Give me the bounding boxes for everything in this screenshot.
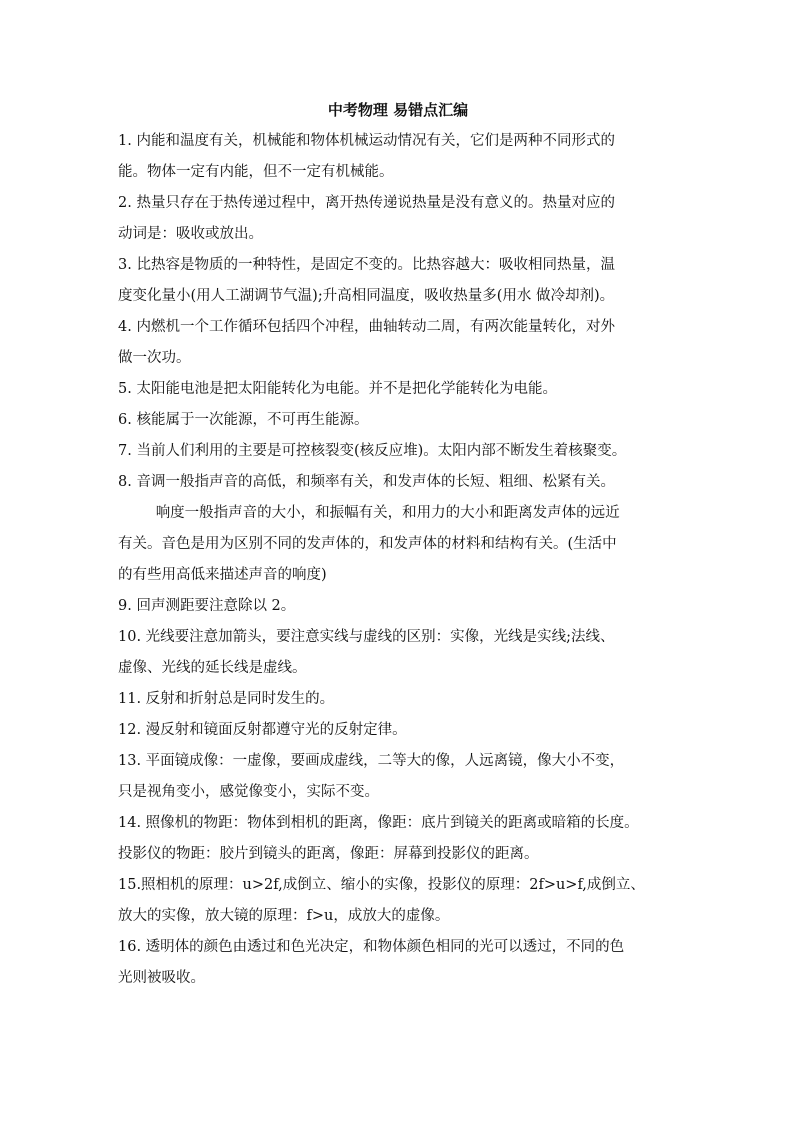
- paragraph: [118, 405, 678, 436]
- paragraph: [118, 622, 678, 684]
- paragraph: [118, 312, 678, 374]
- paragraph-line: 有关。音色是用为区别不同的发声体的，和发声体的材料和结构有关。(生活中: [118, 536, 617, 552]
- paragraph: [118, 870, 678, 932]
- paragraph: [118, 188, 678, 250]
- paragraph-line: 的有些用高低来描述声音的响度): [118, 567, 327, 583]
- paragraph-line: 13. 平面镜成像：一虚像，要画成虚线，二等大的像，人远离镜，像大小不变，: [118, 753, 625, 769]
- paragraph-line: 能。物体一定有内能，但不一定有机械能。: [118, 164, 394, 180]
- document-page: [118, 96, 678, 994]
- paragraph-line: 9. 回声测距要注意除以 2。: [118, 598, 296, 614]
- paragraph-line: 6. 核能属于一次能源，不可再生能源。: [118, 412, 369, 428]
- paragraph-line: 7. 当前人们利用的主要是可控核裂变(核反应堆)。太阳内部不断发生着核聚变。: [118, 443, 627, 459]
- paragraph: [118, 808, 678, 870]
- paragraph: [118, 684, 678, 715]
- paragraph: [118, 374, 678, 405]
- paragraph: [118, 250, 678, 312]
- paragraph: [118, 436, 678, 467]
- paragraph-line: 14. 照像机的物距：物体到相机的距离，像距：底片到镜关的距离或暗箱的长度。: [118, 815, 639, 831]
- paragraph-line: 8. 音调一般指声音的高低，和频率有关，和发声体的长短、粗细、松紧有关。: [118, 474, 615, 490]
- paragraph: [118, 498, 678, 591]
- paragraph-line: 度变化量小(用人工湖调节气温);升高相同温度，吸收热量多(用水 做冷却剂)。: [118, 288, 615, 304]
- paragraph: [118, 715, 678, 746]
- paragraph-line: 2. 热量只存在于热传递过程中，离开热传递说热量是没有意义的。热量对应的: [118, 195, 615, 211]
- paragraph: [118, 126, 678, 188]
- paragraph-line: 4. 内燃机一个工作循环包括四个冲程，曲轴转动二周，有两次能量转化，对外: [118, 319, 615, 335]
- paragraph-line: 1. 内能和温度有关，机械能和物体机械运动情况有关，它们是两种不同形式的: [118, 133, 615, 149]
- paragraph-line: 5. 太阳能电池是把太阳能转化为电能。并不是把化学能转化为电能。: [118, 381, 557, 397]
- paragraph-line: 3. 比热容是物质的一种特性，是固定不变的。比热容越大：吸收相同热量，温: [118, 257, 615, 273]
- document-title: 中考物理 易错点汇编: [327, 101, 469, 119]
- paragraph: [118, 932, 678, 994]
- document-body: [118, 126, 678, 994]
- paragraph-line: 放大的实像，放大镜的原理：f>u，成放大的虚像。: [118, 908, 450, 924]
- paragraph-line: 15.照相机的原理：u>2f,成倒立、缩小的实像，投影仪的原理：2f>u>f,成倒立、: [118, 877, 645, 893]
- paragraph-line: 16. 透明体的颜色由透过和色光决定，和物体颜色相同的光可以透过，不同的色: [118, 939, 625, 955]
- paragraph: [118, 591, 678, 622]
- paragraph-line: 10. 光线要注意加箭头，要注意实线与虚线的区别：实像，光线是实线;法线、: [118, 629, 615, 645]
- paragraph-line: 动词是：吸收或放出。: [118, 226, 263, 242]
- paragraph-line: 做一次功。: [118, 350, 191, 366]
- paragraph-line: 只是视角变小，感觉像变小，实际不变。: [118, 784, 379, 800]
- paragraph-line: 响度一般指声音的大小，和振幅有关，和用力的大小和距离发声体的远近: [155, 505, 620, 521]
- paragraph-line: 12. 漫反射和镜面反射都遵守光的反射定律。: [118, 722, 407, 738]
- paragraph: [118, 467, 678, 498]
- paragraph: [118, 746, 678, 808]
- paragraph-line: 11. 反射和折射总是同时发生的。: [118, 691, 335, 707]
- paragraph-line: 虚像、光线的延长线是虚线。: [118, 660, 307, 676]
- paragraph-line: 光则被吸收。: [118, 970, 205, 986]
- paragraph-line: 投影仪的物距：胶片到镜头的距离，像距：屏幕到投影仪的距离。: [118, 846, 539, 862]
